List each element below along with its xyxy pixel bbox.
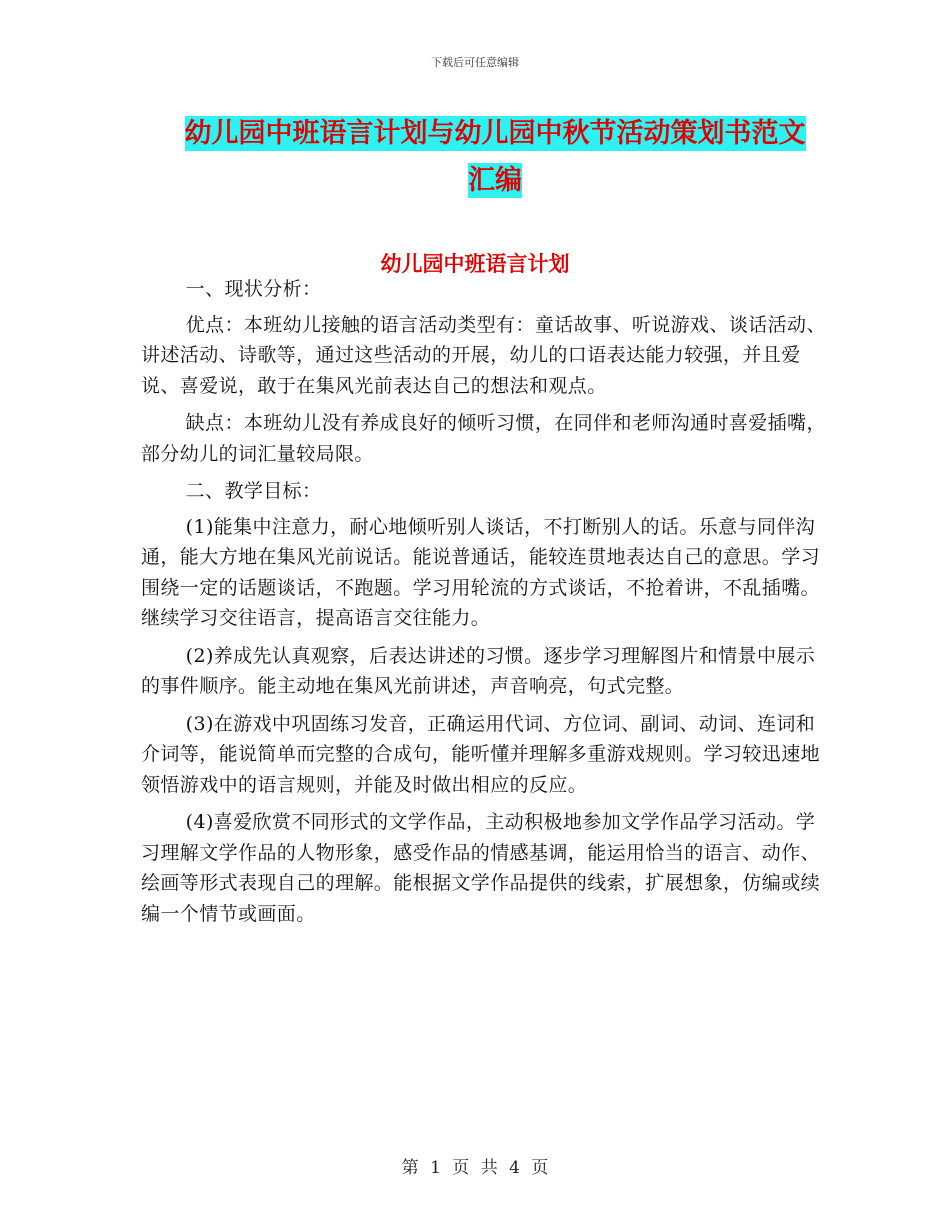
paragraph-goal-3: (3)在游戏中巩固练习发音，正确运用代词、方位词、副词、动词、连词和介词等，能说简单而完整的合成句，能听懂并理解多重游戏规则。学习较迅速地领悟游戏中的语言规则，并能及时做出相应的反应。 [141,712,821,796]
document-title [150,110,840,204]
paragraph-weaknesses: 缺点：本班幼儿没有养成良好的倾听习惯，在同伴和老师沟通时喜爱插嘴，部分幼儿的词汇量较局限。 [141,412,826,465]
document-title-line-2: 汇编 [468,165,522,196]
section-title: 幼儿园中班语言计划 [380,252,570,276]
paragraph-strengths: 优点：本班幼儿接触的语言活动类型有：童话故事、听说游戏、谈话活动、讲述活动、诗歌等，通过这些活动的开展，幼儿的口语表达能力较强，并且爱说、喜爱说，敢于在集风光前表达自己的想法和观点。 [141,313,826,397]
paragraph-goal-4: (4)喜爱欣赏不同形式的文学作品，主动积极地参加文学作品学习活动。学习理解文学作品的人物形象，感受作品的情感基调，能运用恰当的语言、动作、绘画等形式表现自己的理解。能根据文学作品提供的线索，扩展想象，仿编或续编一个情节或画面。 [141,811,821,925]
paragraph-goal-2: (2)养成先认真观察，后表达讲述的习惯。逐步学习理解图片和情景中展示的事件顺序。能主动地在集风光前讲述，声音响亮，句式完整。 [141,644,816,697]
header-note: 下载后可任意编辑 [431,56,519,69]
document-body [141,274,831,936]
heading-status-analysis: 一、现状分析： [185,278,322,300]
page-footer: 第 1 页 共 4 页 [401,1158,549,1178]
heading-teaching-goals: 二、教学目标： [185,480,322,502]
paragraph-goal-1: (1)能集中注意力，耐心地倾听别人谈话，不打断别人的话。乐意与同伴沟通，能大方地在集风光前说话。能说普通话，能较连贯地表达自己的意思。学习围绕一定的话题谈话，不跑题。学习用轮流的方式谈话，不抢着讲，不乱插嘴。继续学习交往语言，提高语言交往能力。 [141,515,821,629]
document-title-line-1: 幼儿园中班语言计划与幼儿园中秋节活动策划书范文 [184,118,806,149]
